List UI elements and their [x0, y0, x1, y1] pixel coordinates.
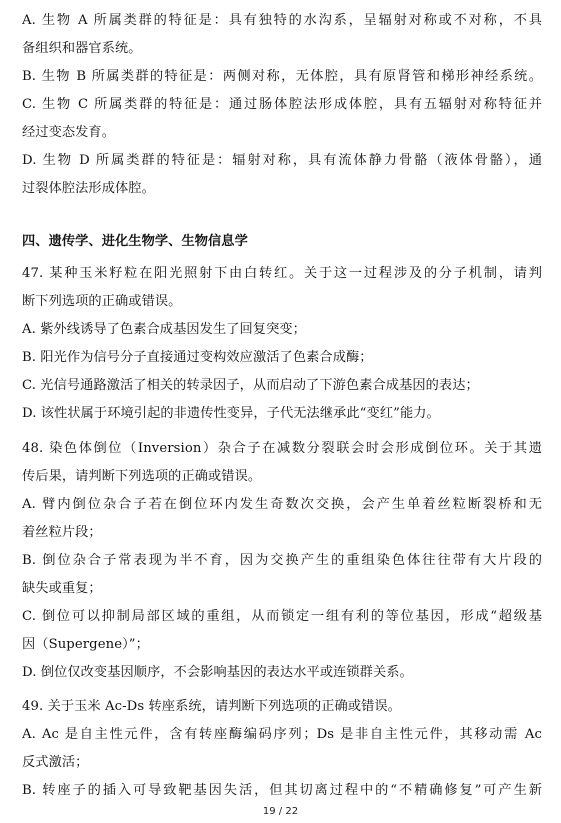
question-48-option-b: B. 倒位杂合子常表现为半不育，因为交换产生的重组染色体往往带有大片段的: [22, 553, 542, 568]
question-48-option-c: C. 倒位可以抑制局部区域的重组，从而锁定一组有利的等位基因，形成“超级基: [22, 609, 542, 624]
question-47-stem: 47. 某种玉米籽粒在阳光照射下由白转红。关于这一过程涉及的分子机制，请判: [22, 266, 542, 281]
text-line: C. 生物 C 所属类群的特征是：通过肠体腔法形成体腔，具有五辐射对称特征并: [22, 97, 542, 112]
question-47-option-a: A. 紫外线诱导了色素合成基因发生了回复突变；: [22, 322, 306, 337]
question-47-option-b: B. 阳光作为信号分子直接通过变构效应激活了色素合成酶；: [22, 350, 373, 365]
question-49-option-a-cont: 反式激活；: [22, 755, 89, 770]
question-48-option-a-cont: 着丝粒片段；: [22, 525, 102, 540]
question-48-option-d: D. 倒位仅改变基因顺序，不会影响基因的表达水平或连锁群关系。: [22, 665, 413, 680]
question-47-option-d: D. 该性状属于环境引起的非遗传性变异，子代无法继承此“变红”能力。: [22, 406, 440, 421]
text-line: 经过变态发育。: [22, 125, 116, 140]
text-line: D. 生物 D 所属类群的特征是：辐射对称，具有流体静力骨骼（液体骨骼），通: [22, 153, 542, 168]
question-47-stem-cont: 断下列选项的正确或错误。: [22, 294, 182, 309]
question-48-option-a: A. 臂内倒位杂合子若在倒位环内发生奇数次交换，会产生单着丝粒断裂桥和无: [22, 497, 542, 512]
question-49-option-a: A. Ac 是自主性元件，含有转座酶编码序列；Ds 是非自主性元件，其移动需 Ac: [22, 727, 542, 742]
question-48-stem: 48. 染色体倒位（Inversion）杂合子在减数分裂联会时会形成倒位环。关于其遗: [22, 441, 542, 456]
text-line: B. 生物 B 所属类群的特征是：两侧对称，无体腔，具有原肾管和梯形神经系统。: [22, 69, 542, 84]
text-line: 备组织和器官系统。: [22, 41, 142, 56]
question-48-option-b-cont: 缺失或重复；: [22, 581, 102, 596]
text-line: A. 生物 A 所属类群的特征是：具有独特的水沟系，呈辐射对称或不对称，不具: [22, 13, 542, 28]
page-number: 19 / 22: [262, 806, 299, 817]
question-49-option-b: B. 转座子的插入可导致靶基因失活，但其切离过程中的“不精确修复”可产生新: [22, 783, 542, 798]
section-heading: 四、遗传学、进化生物学、生物信息学: [22, 234, 248, 249]
question-48-stem-cont: 传后果，请判断下列选项的正确或错误。: [22, 469, 262, 484]
question-49-stem: 49. 关于玉米 Ac-Ds 转座系统，请判断下列选项的正确或错误。: [22, 699, 401, 714]
text-line: 过裂体腔法形成体腔。: [22, 181, 155, 196]
question-48-option-c-cont: 因（Supergene）”；: [22, 637, 149, 652]
question-47-option-c: C. 光信号通路激活了相关的转录因子，从而启动了下游色素合成基因的表达；: [22, 378, 479, 393]
